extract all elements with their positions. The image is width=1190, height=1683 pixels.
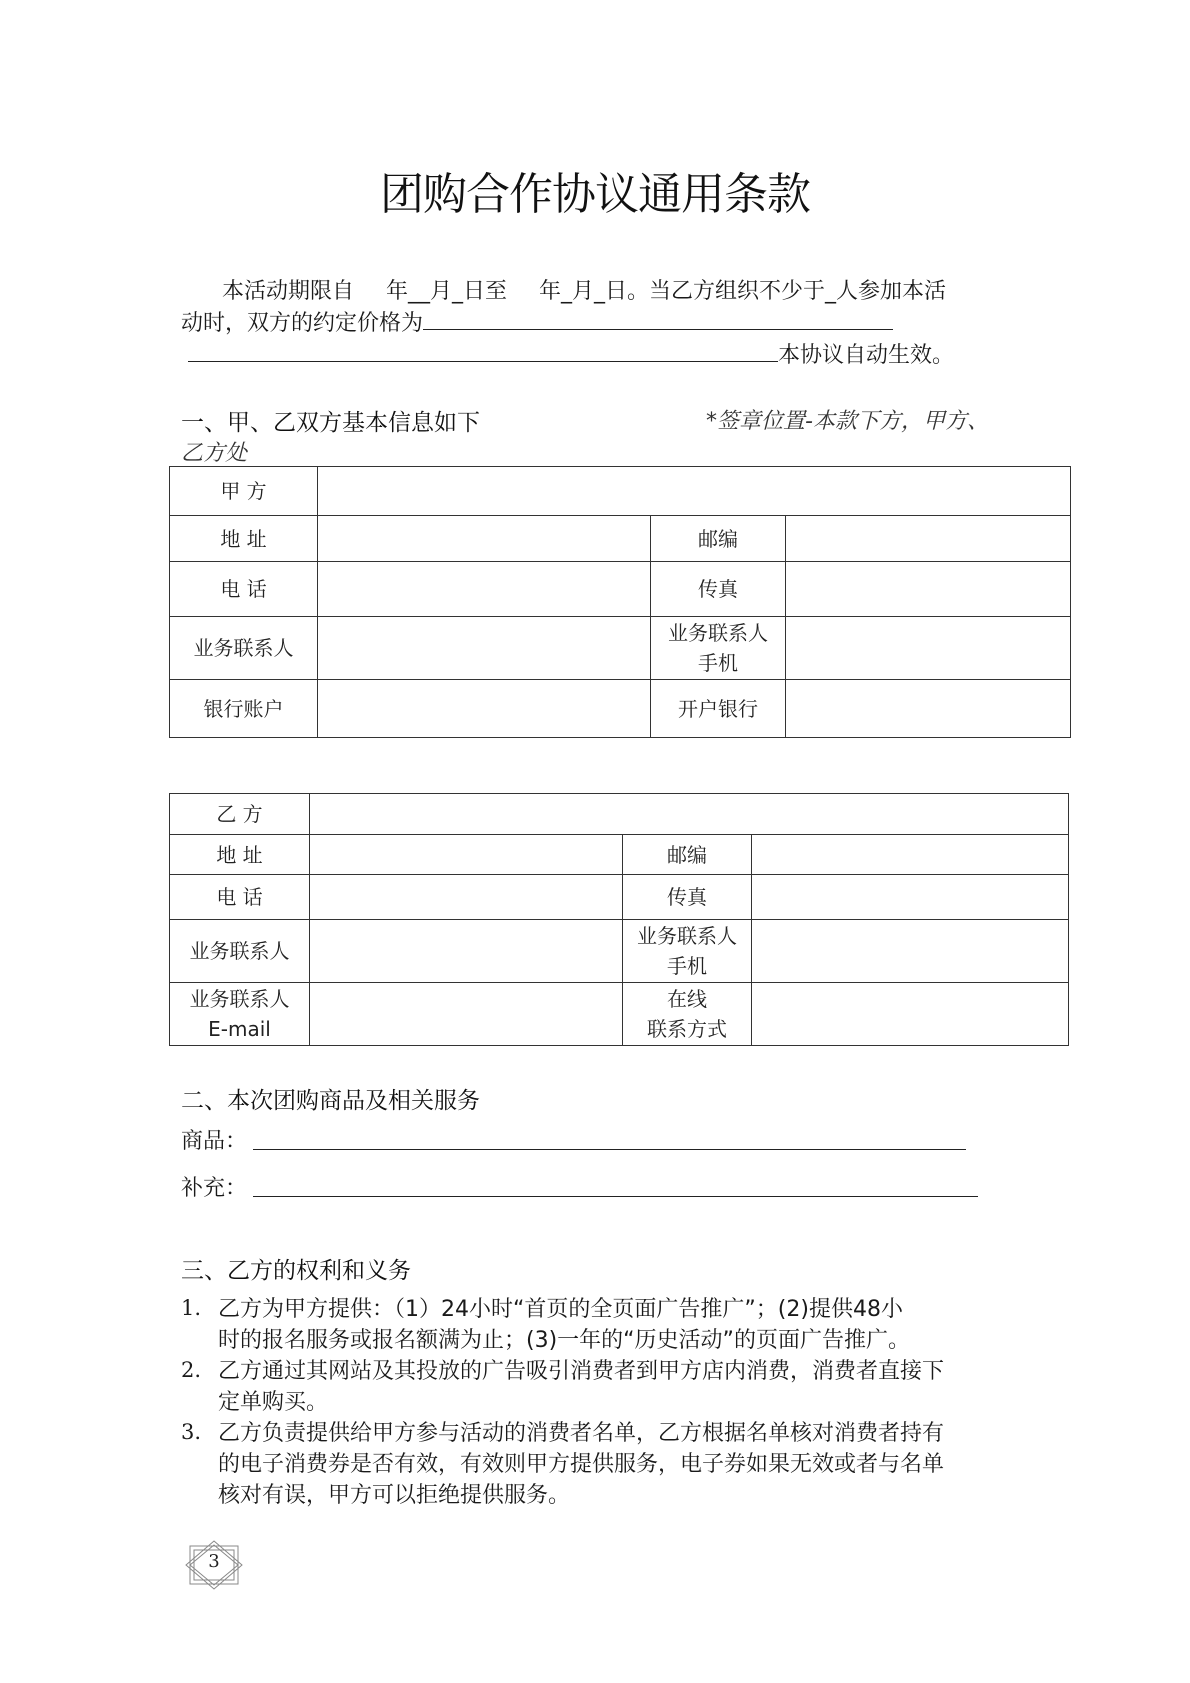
list-number-3: 3. (181, 1420, 202, 1444)
party-a-mobile-label-2: 手机 (698, 651, 738, 675)
party-a-bank-label: 开户银行 (651, 680, 786, 738)
party-b-email-label-1: 业务联系人 (189, 987, 290, 1011)
party-b-postcode-label: 邮编 (623, 835, 752, 875)
party-b-online-label-2: 联系方式 (647, 1017, 727, 1041)
party-b-online-field[interactable] (752, 983, 1069, 1046)
list-item-1-line-1: 乙方为甲方提供：（1）24小时“首页的全页面广告推广”；(2)提供48小 (218, 1297, 903, 1322)
party-b-mobile-label (623, 920, 752, 983)
list-item-3-line-2: 的电子消费券是否有效，有效则甲方提供服务，电子券如果无效或者与名单 (218, 1452, 945, 1477)
page-number-badge (184, 1540, 244, 1590)
party-a-contact-label: 业务联系人 (170, 617, 318, 680)
party-a-name-field[interactable] (318, 467, 1071, 516)
party-b-email-field[interactable] (310, 983, 623, 1046)
intro-line-3 (188, 340, 954, 372)
party-b-fax-field[interactable] (752, 875, 1069, 920)
intro-text-b: 年__月_日至 (386, 279, 508, 304)
party-a-table (169, 466, 1071, 738)
list-item-2 (218, 1356, 944, 1418)
party-b-email-label-2: E-mail (208, 1017, 271, 1041)
party-a-fax-label: 传真 (651, 562, 786, 617)
section-3-heading: 三、乙方的权利和义务 (181, 1258, 411, 1284)
document-title: 团购合作协议通用条款 (380, 169, 810, 220)
price-blank-1[interactable] (423, 308, 893, 330)
party-a-phone-field[interactable] (318, 562, 651, 617)
signature-note-line-1: *签章位置-本款下方，甲方、 (706, 409, 989, 434)
party-b-phone-label: 电 话 (170, 875, 310, 920)
party-b-contact-field[interactable] (310, 920, 623, 983)
party-b-mobile-field[interactable] (752, 920, 1069, 983)
party-b-email-label (170, 983, 310, 1046)
party-b-online-label-1: 在线 (667, 987, 707, 1011)
list-item-1 (218, 1294, 910, 1356)
supplement-label: 补充： (181, 1176, 248, 1201)
party-b-address-label: 地 址 (170, 835, 310, 875)
party-a-contact-field[interactable] (318, 617, 651, 680)
party-b-postcode-field[interactable] (752, 835, 1069, 875)
party-a-address-field[interactable] (318, 516, 651, 562)
party-b-mobile-label-2: 手机 (667, 954, 707, 978)
party-a-label: 甲 方 (170, 467, 318, 516)
intro-text-c: 年_月_日。当乙方组织不少于_人参加本活 (539, 279, 947, 304)
party-a-mobile-label-1: 业务联系人 (668, 621, 768, 645)
list-item-1-line-2: 时的报名服务或报名额满为止；(3)一年的“历史活动”的页面广告推广。 (218, 1328, 910, 1353)
party-b-mobile-label-1: 业务联系人 (637, 924, 737, 948)
list-number-2: 2. (181, 1358, 202, 1382)
list-item-3-line-3: 核对有误，甲方可以拒绝提供服务。 (218, 1483, 571, 1508)
party-b-name-field[interactable] (310, 794, 1069, 835)
party-a-address-label: 地 址 (170, 516, 318, 562)
list-item-3-line-1: 乙方负责提供给甲方参与活动的消费者名单，乙方根据名单核对消费者持有 (218, 1421, 945, 1446)
party-b-address-field[interactable] (310, 835, 623, 875)
section-2-heading: 二、本次团购商品及相关服务 (181, 1088, 480, 1114)
intro-text-e: 本协议自动生效。 (778, 343, 955, 368)
party-b-phone-field[interactable] (310, 875, 623, 920)
intro-text-a: 本活动期限自 (222, 279, 355, 304)
party-b-fax-label: 传真 (623, 875, 752, 920)
list-item-3 (218, 1418, 944, 1511)
intro-line-1 (222, 276, 946, 308)
goods-input-line[interactable] (253, 1148, 966, 1150)
party-a-bank-field[interactable] (786, 680, 1071, 738)
party-a-postcode-label: 邮编 (651, 516, 786, 562)
page-number: 3 (208, 1551, 220, 1572)
price-blank-2[interactable] (188, 340, 778, 362)
intro-text-d: 动时，双方的约定价格为 (181, 311, 424, 336)
party-a-postcode-field[interactable] (786, 516, 1071, 562)
party-a-mobile-label (651, 617, 786, 680)
goods-label: 商品： (181, 1129, 248, 1154)
list-item-2-line-1: 乙方通过其网站及其投放的广告吸引消费者到甲方店内消费，消费者直接下 (218, 1359, 945, 1384)
party-b-label: 乙 方 (170, 794, 310, 835)
party-a-fax-field[interactable] (786, 562, 1071, 617)
party-a-bank-account-label: 银行账户 (170, 680, 318, 738)
party-a-phone-label: 电 话 (170, 562, 318, 617)
section-1-heading: 一、甲、乙双方基本信息如下 (181, 410, 480, 436)
list-item-2-line-2: 定单购买。 (218, 1390, 329, 1415)
supplement-input-line[interactable] (253, 1195, 978, 1197)
list-number-1: 1. (181, 1296, 202, 1320)
party-a-bank-account-field[interactable] (318, 680, 651, 738)
party-b-online-label (623, 983, 752, 1046)
intro-line-2 (181, 308, 893, 340)
party-b-contact-label: 业务联系人 (170, 920, 310, 983)
party-a-mobile-field[interactable] (786, 617, 1071, 680)
signature-note-line-2: 乙方处 (181, 441, 248, 466)
party-b-table (169, 793, 1069, 1046)
